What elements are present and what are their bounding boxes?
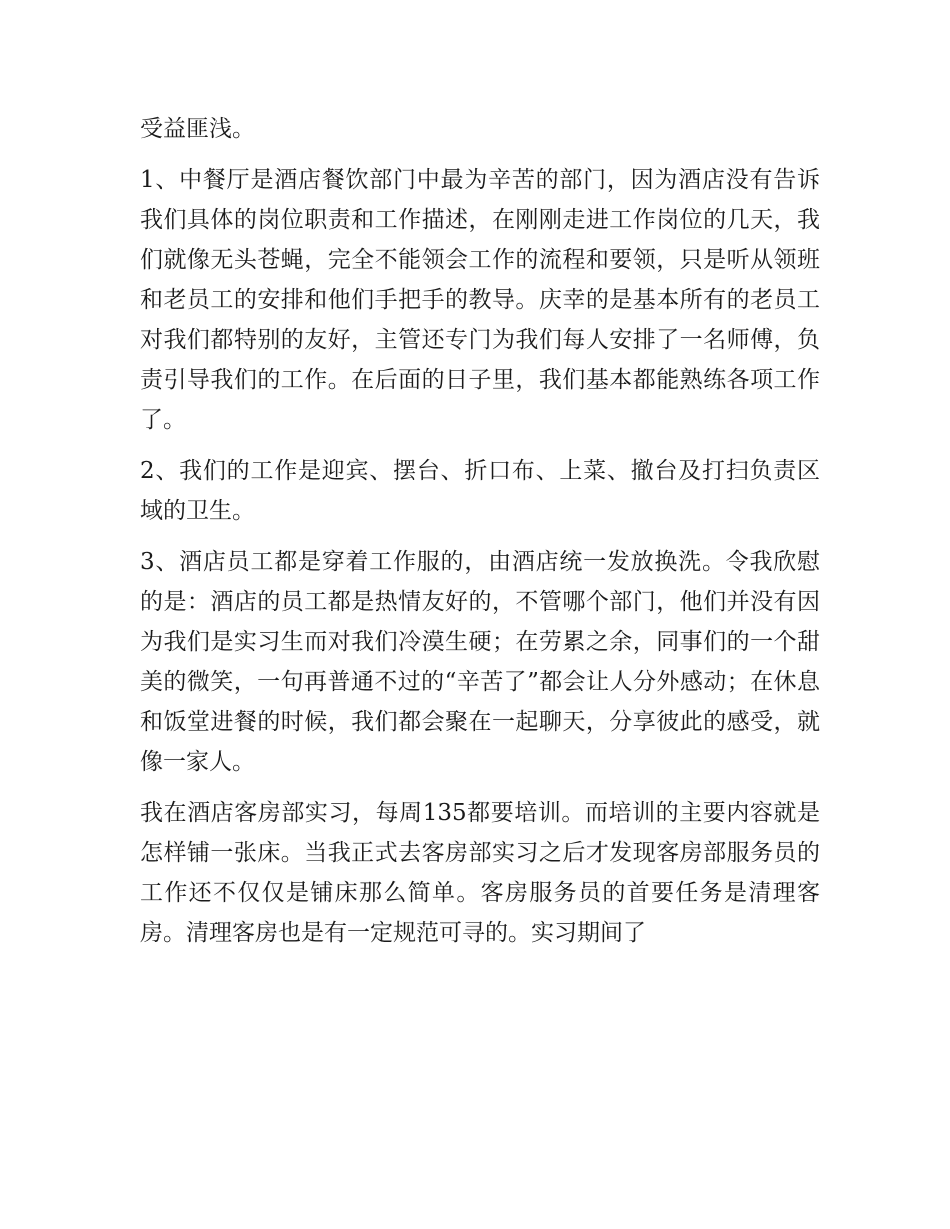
- paragraph-item-1: 1、中餐厅是酒店餐饮部门中最为辛苦的部门，因为酒店没有告诉我们具体的岗位职责和工作描述，在刚刚走进工作岗位的几天，我们就像无头苍蝇，完全不能领会工作的流程和要领，只是听从领班和老员工的安排和他们手把手的教导。庆幸的是基本所有的老员工对我们都特别的友好，主管还专门为我们每人安排了一名师傅，负责引导我们的工作。在后面的日子里，我们基本都能熟练各项工作了。: [140, 167, 820, 433]
- paragraph-continuation: 受益匪浅。: [140, 116, 255, 142]
- paragraph-housekeeping: 我在酒店客房部实习，每周135都要培训。而培训的主要内容就是怎样铺一张床。当我正式去客房部实习之后才发现客房部服务员的工作还不仅仅是铺床那么简单。客房服务员的首要任务是清理客房。清理客房也是有一定规范可寻的。实习期间了: [140, 800, 820, 946]
- document-body: [140, 109, 820, 964]
- paragraph-item-2: 2、我们的工作是迎宾、摆台、折口布、上菜、撤台及打扫负责区域的卫生。: [140, 458, 820, 524]
- paragraph-item-3: 3、酒店员工都是穿着工作服的，由酒店统一发放换洗。令我欣慰的是：酒店的员工都是热情友好的，不管哪个部门，他们并没有因为我们是实习生而对我们冷漠生硬；在劳累之余，同事们的一个甜美的微笑，一句再普通不过的“辛苦了”都会让人分外感动；在休息和饭堂进餐的时候，我们都会聚在一起聊天，分享彼此的感受，就像一家人。: [140, 549, 820, 775]
